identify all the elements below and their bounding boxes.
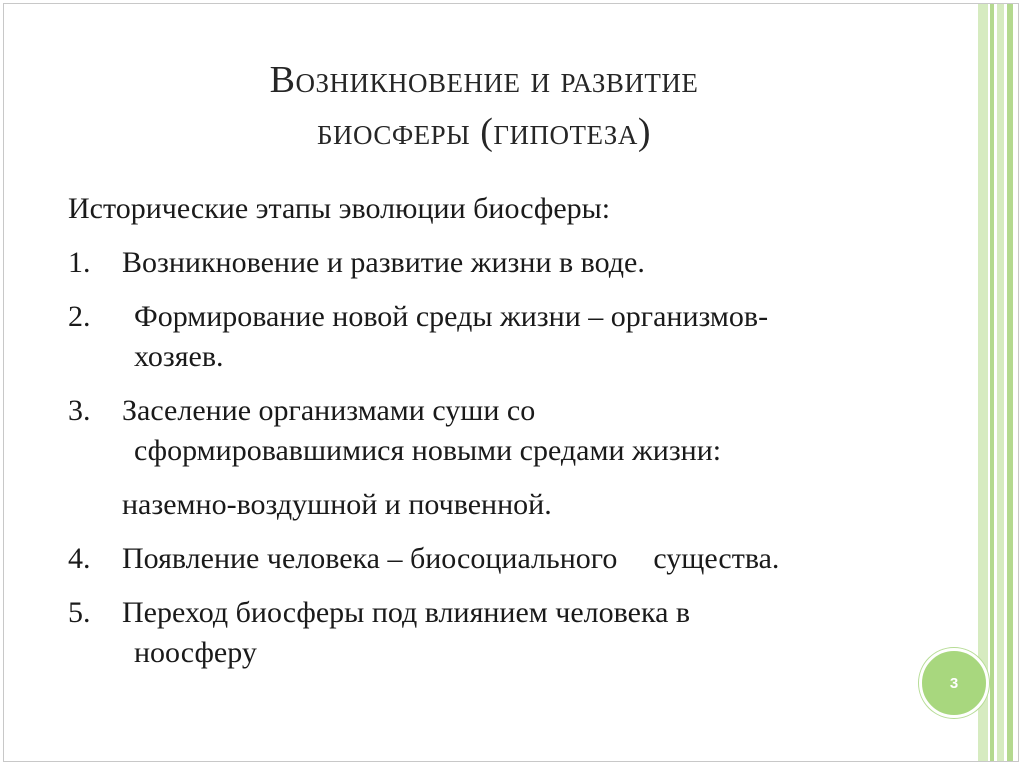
item-text-continued: ноосферу xyxy=(134,636,257,669)
item-text: Возникновение и развитие жизни в воде. xyxy=(122,246,645,279)
item-text-part: существа. xyxy=(653,542,780,575)
list-item xyxy=(68,593,968,673)
list-item xyxy=(68,297,968,377)
item-text-continued: хозяев. xyxy=(134,340,224,373)
stripe xyxy=(1007,4,1013,761)
item-text-part: Появление человека – биосоциального xyxy=(122,542,618,575)
slide-frame xyxy=(3,3,1019,762)
list-item xyxy=(68,243,968,283)
item-text: Формирование новой среды жизни – организмов- xyxy=(134,300,769,333)
item-text xyxy=(68,539,968,579)
list-item xyxy=(68,539,968,579)
item-number: 5. xyxy=(68,596,91,629)
item-text-continued: сформировавшимися новыми средами жизни: xyxy=(134,434,722,467)
page-number-badge: 3 xyxy=(919,648,989,718)
list-item xyxy=(68,391,968,525)
item-number: 4. xyxy=(68,542,91,575)
slide-title xyxy=(124,54,844,158)
stripe xyxy=(978,4,988,761)
item-number: 3. xyxy=(68,394,91,427)
stripe xyxy=(990,4,994,761)
title-line: Возникновение и развитие xyxy=(269,59,699,101)
slide-body xyxy=(68,189,968,687)
stripe xyxy=(997,4,1004,761)
item-text: Заселение организмами суши со xyxy=(122,394,536,427)
item-number: 1. xyxy=(68,246,91,279)
item-text: Переход биосферы под влиянием человека в xyxy=(122,596,691,629)
item-text-extra: наземно-воздушной и почвенной. xyxy=(122,488,552,521)
item-number: 2. xyxy=(68,300,91,333)
title-line: биосферы (гипотеза) xyxy=(317,111,651,153)
intro-text: Исторические этапы эволюции биосферы: xyxy=(68,192,611,225)
